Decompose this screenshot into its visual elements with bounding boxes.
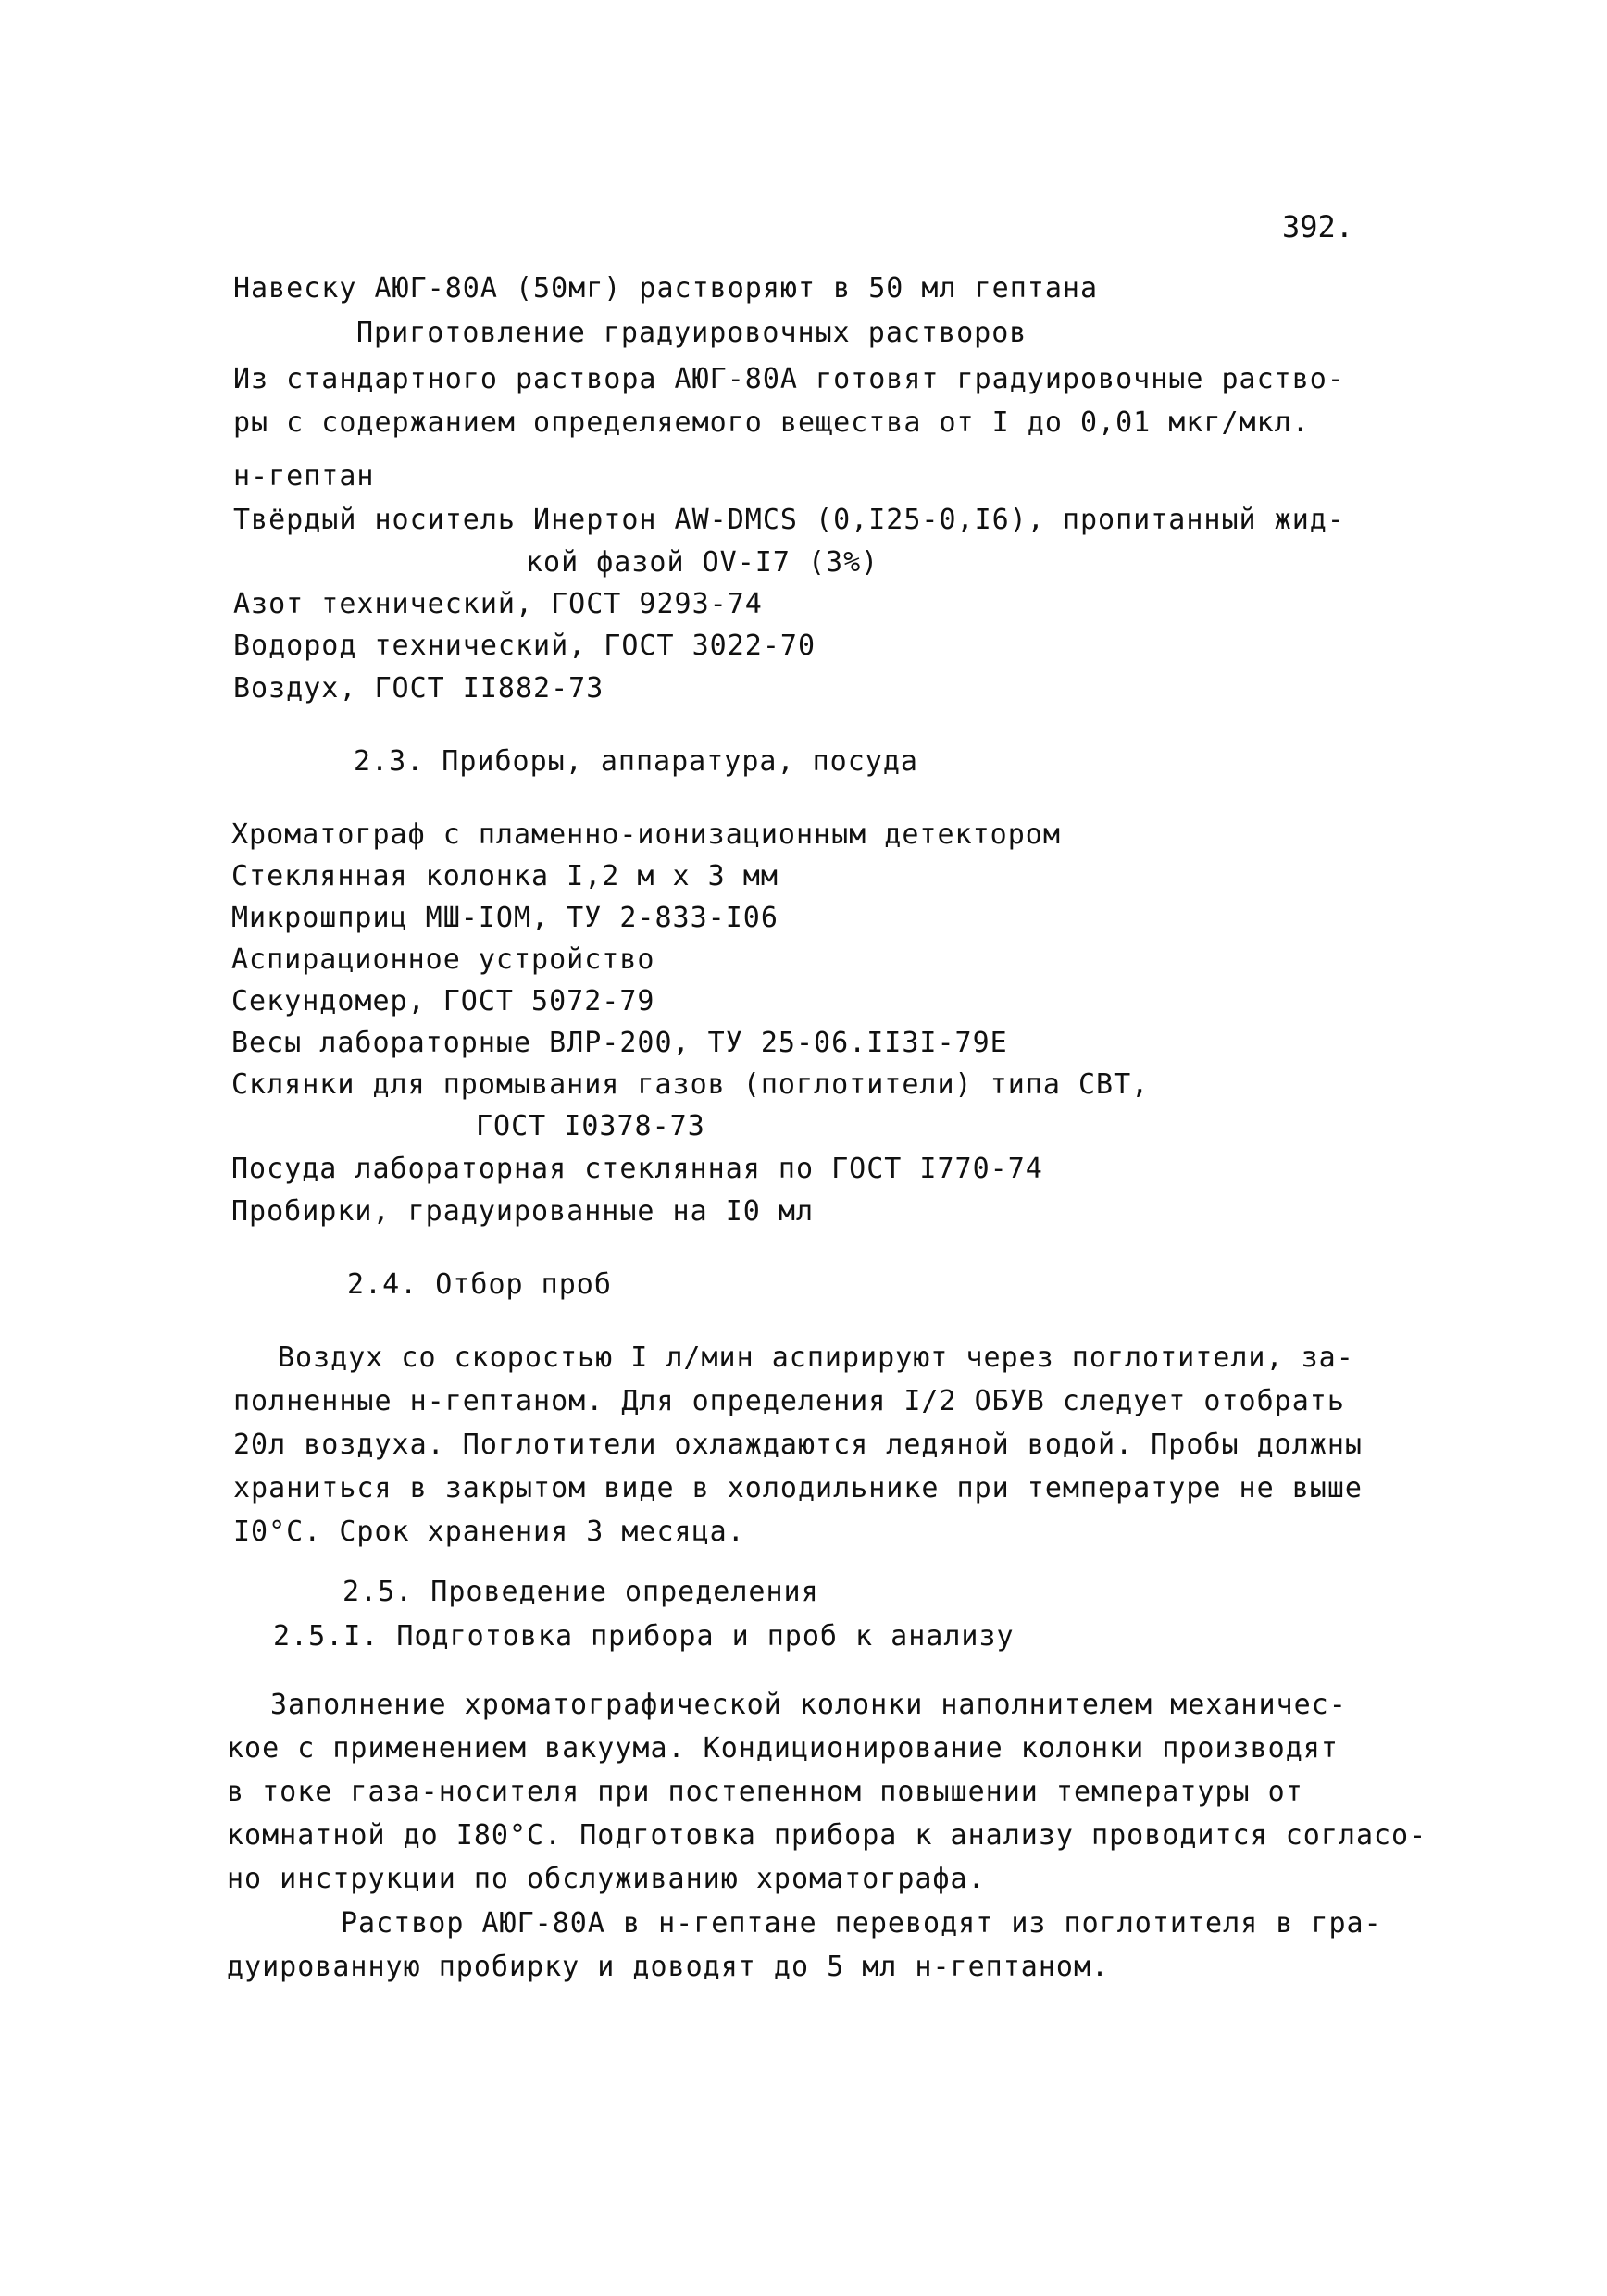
section-2-5-1-heading: 2.5.I. Подготовка прибора и проб к анализу xyxy=(273,1620,1015,1653)
equipment-test-tubes: Пробирки, градуированные на I0 мл xyxy=(231,1195,815,1228)
equipment-chromatograph: Хроматограф с пламенно-ионизационным детектором xyxy=(231,818,1061,851)
preparation-paragraph-line-2: кое с применением вакуума. Кондиционирование колонки производят xyxy=(227,1732,1339,1765)
solution-transfer-line-2: дуированную пробирку и доводят до 5 мл н-гептаном. xyxy=(227,1951,1110,1983)
solution-transfer-line-1: Раствор АЮГ-80А в н-гептане переводят из поглотителя в гра- xyxy=(341,1907,1382,1940)
equipment-gas-bottles: Склянки для промывания газов (поглотители) типа СВТ, xyxy=(231,1068,1150,1101)
reagent-nitrogen: Азот технический, ГОСТ 9293-74 xyxy=(233,588,763,620)
equipment-column: Стеклянная колонка I,2 м x 3 мм xyxy=(231,860,779,892)
preparation-paragraph-line-1: Заполнение хроматографической колонки наполнителем механичес- xyxy=(270,1689,1347,1721)
reagent-hydrogen: Водород технический, ГОСТ 3022-70 xyxy=(233,630,816,662)
equipment-gas-bottles-standard: ГОСТ I0378-73 xyxy=(476,1110,705,1142)
sampling-paragraph-line-3: 20л воздуха. Поглотители охлаждаются ледяной водой. Пробы должны xyxy=(233,1429,1363,1461)
reagent-heptane: н-гептан xyxy=(233,460,375,493)
sampling-paragraph-line-2: полненные н-гептаном. Для определения I/2 ОБУВ следует отобрать xyxy=(233,1385,1345,1417)
preparation-paragraph-line-5: но инструкции по обслуживанию хроматографа. xyxy=(227,1863,986,1895)
section-2-3-heading: 2.3. Приборы, аппаратура, посуда xyxy=(354,745,918,778)
heading-calibration-solutions: Приготовление градуировочных растворов xyxy=(356,317,1028,349)
equipment-stopwatch: Секундомер, ГОСТ 5072-79 xyxy=(231,985,655,1017)
page-number: 392. xyxy=(1282,209,1354,244)
equipment-microsyringe: Микрошприц МШ-IOМ, ТУ 2-833-I06 xyxy=(231,902,779,934)
reagent-liquid-phase: кой фазой OV-I7 (3%) xyxy=(526,546,879,579)
equipment-aspirator: Аспирационное устройство xyxy=(231,943,655,976)
intro-line-standard-1: Из стандартного раствора АЮГ-80А готовят градуировочные раство- xyxy=(233,363,1345,395)
reagent-air: Воздух, ГОСТ II882-73 xyxy=(233,672,604,705)
sampling-paragraph-line-1: Воздух со скоростью I л/мин аспирируют через поглотители, за- xyxy=(278,1341,1354,1374)
equipment-scales: Весы лабораторные ВЛР-200, ТУ 25-06.II3I-79Е xyxy=(231,1027,1008,1059)
section-2-5-heading: 2.5. Проведение определения xyxy=(343,1576,819,1608)
reagent-solid-carrier: Твёрдый носитель Инертон AW-DMCS (0,I25-0,I6), пропитанный жид- xyxy=(233,504,1345,536)
sampling-paragraph-line-5: I0°С. Срок хранения 3 месяца. xyxy=(233,1516,745,1548)
equipment-glassware: Посуда лабораторная стеклянная по ГОСТ I770-74 xyxy=(231,1153,1043,1185)
intro-line-standard-2: ры с содержанием определяемого вещества от I до 0,01 мкг/мкл. xyxy=(233,406,1310,439)
section-2-4-heading: 2.4. Отбор проб xyxy=(347,1268,612,1301)
preparation-paragraph-line-3: в токе газа-носителя при постепенном повышении температуры от xyxy=(227,1776,1303,1808)
intro-line-sample: Навеску АЮГ-80А (50мг) растворяют в 50 мл гептана xyxy=(233,272,1099,305)
sampling-paragraph-line-4: храниться в закрытом виде в холодильнике при температуре не выше xyxy=(233,1472,1363,1504)
preparation-paragraph-line-4: комнатной до I80°С. Подготовка прибора к анализу проводится согласо- xyxy=(227,1819,1427,1852)
